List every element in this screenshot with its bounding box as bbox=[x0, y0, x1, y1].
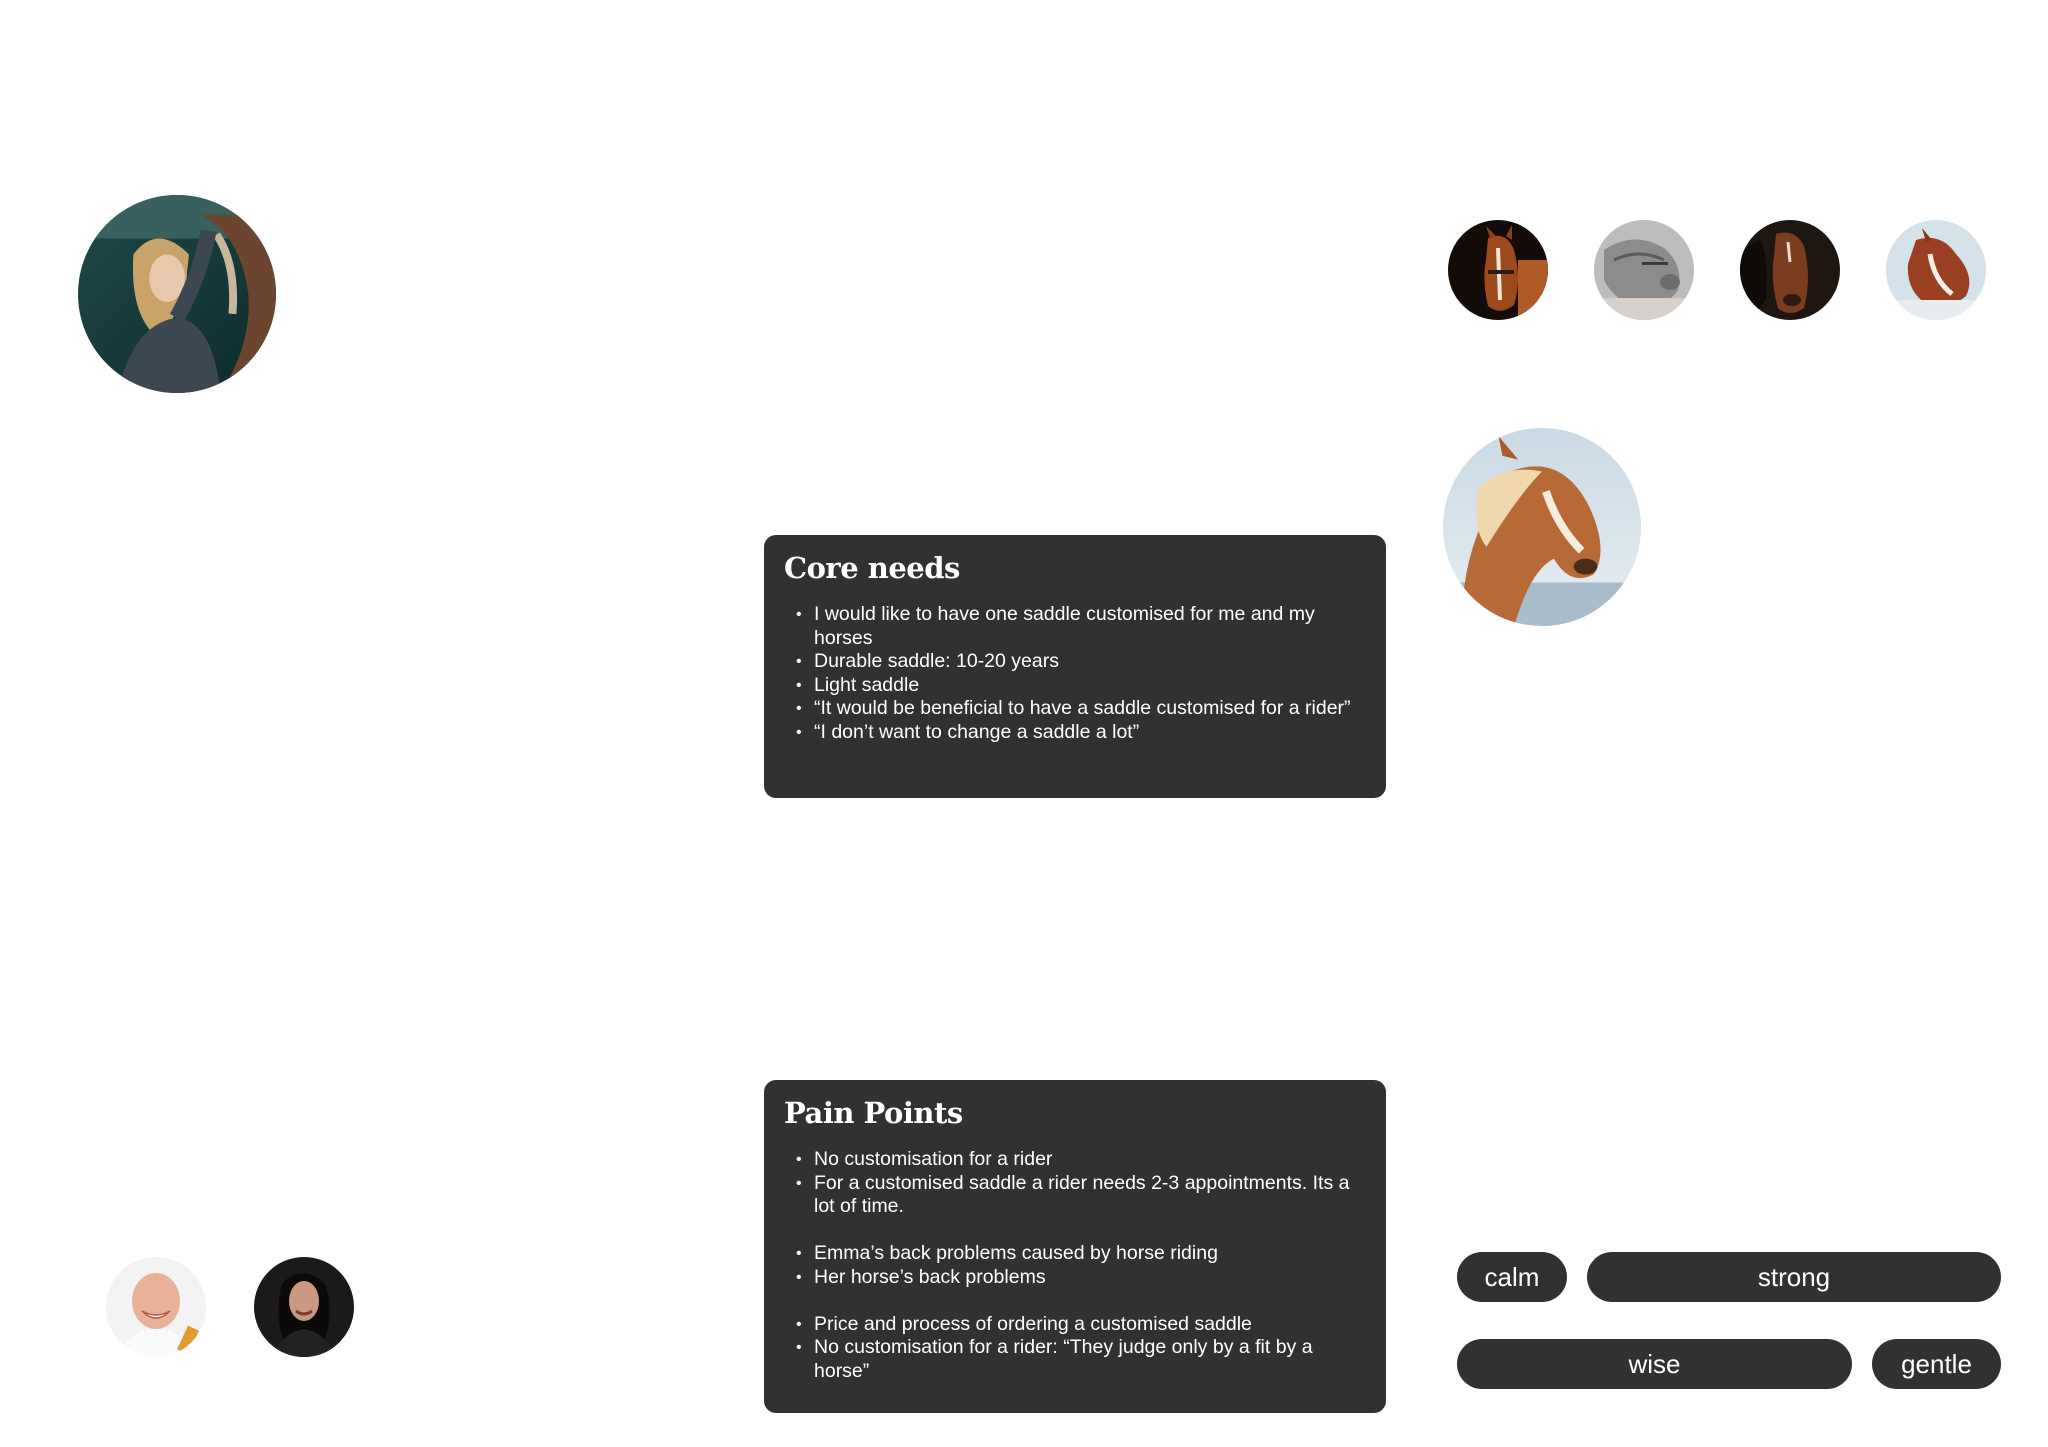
featured-horse-photo bbox=[1443, 428, 1641, 626]
list-item: • “It would be beneficial to have a saddle customised for a rider” bbox=[814, 697, 1366, 721]
person-avatar-dark-haired-woman bbox=[254, 1257, 354, 1357]
list-item: • No customisation for a rider: “They judge only by a fit by a horse” bbox=[814, 1336, 1366, 1383]
pain-points-list bbox=[784, 1148, 1366, 1383]
core-needs-list bbox=[784, 603, 1366, 744]
horse-avatar-chestnut bbox=[1448, 220, 1548, 320]
list-item: • Emma’s back problems caused by horse riding bbox=[814, 1242, 1366, 1266]
horse-avatar-bay bbox=[1740, 220, 1840, 320]
list-item: • Durable saddle: 10-20 years bbox=[814, 650, 1366, 674]
list-item: • “I don’t want to change a saddle a lot” bbox=[814, 721, 1366, 745]
list-item: • Her horse’s back problems bbox=[814, 1266, 1366, 1290]
core-needs-card bbox=[764, 535, 1386, 798]
list-item: • No customisation for a rider bbox=[814, 1148, 1366, 1172]
core-needs-title: Core needs bbox=[784, 551, 960, 585]
persona-photo bbox=[78, 195, 276, 393]
list-item: • I would like to have one saddle customised for me and my horses bbox=[814, 603, 1366, 650]
list-item: • Light saddle bbox=[814, 674, 1366, 698]
person-avatar-older-man bbox=[106, 1257, 206, 1357]
trait-tag-strong: strong bbox=[1587, 1252, 2001, 1302]
horse-avatar-red bbox=[1886, 220, 1986, 320]
list-item: • Price and process of ordering a customised saddle bbox=[814, 1313, 1366, 1337]
list-item: • For a customised saddle a rider needs 2-3 appointments. Its a lot of time. bbox=[814, 1172, 1366, 1219]
trait-tag-wise: wise bbox=[1457, 1339, 1852, 1389]
pain-points-card bbox=[764, 1080, 1386, 1413]
trait-tag-calm: calm bbox=[1457, 1252, 1567, 1302]
pain-points-title: Pain Points bbox=[784, 1096, 963, 1130]
horse-avatar-grey bbox=[1594, 220, 1694, 320]
trait-tag-gentle: gentle bbox=[1872, 1339, 2001, 1389]
